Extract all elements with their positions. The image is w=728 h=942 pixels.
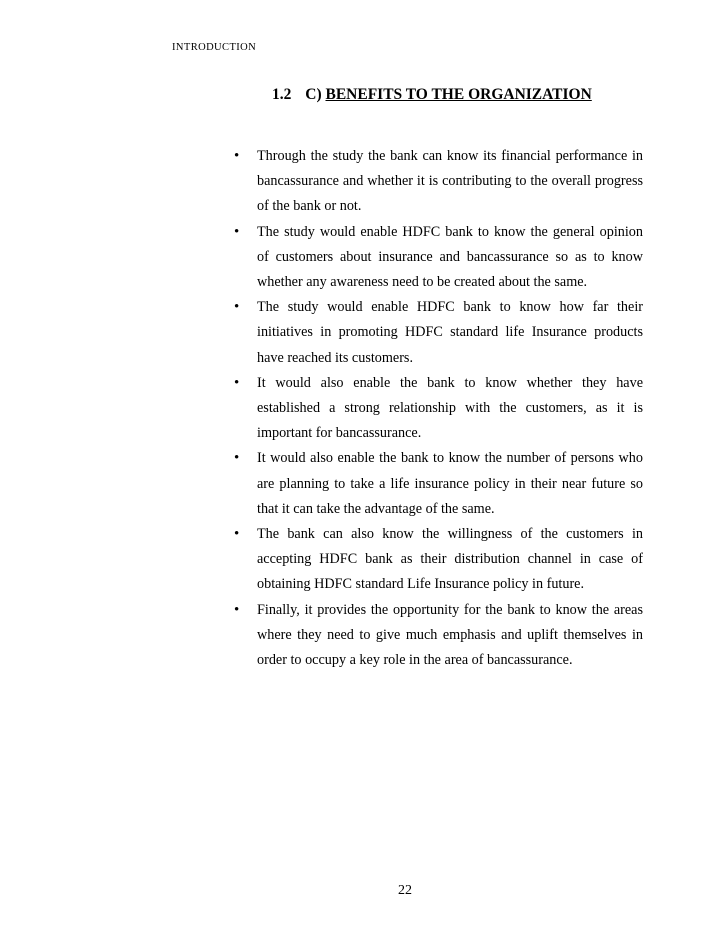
- benefits-list: [230, 144, 643, 673]
- list-item-text: Through the study the bank can know its financial performance in bancassurance and whether it is contributing to the overall progress of the bank or not.: [257, 148, 643, 215]
- bullet-icon: •: [234, 450, 240, 467]
- section-number: 1.2: [272, 86, 292, 103]
- bullet-icon: •: [234, 526, 240, 543]
- list-item: [230, 220, 643, 296]
- list-item: [230, 144, 643, 220]
- bullet-icon: •: [234, 148, 240, 164]
- section-title: BENEFITS TO THE ORGANIZATION: [325, 86, 592, 103]
- list-item: [230, 598, 643, 674]
- section-label: C): [305, 86, 322, 103]
- section-heading: [272, 86, 592, 104]
- bullet-icon: •: [234, 601, 240, 618]
- bullet-icon: •: [234, 223, 240, 240]
- list-item-text: It would also enable the bank to know the number of persons who are planning to take a life insurance policy in their near future so that it can take the advantage of the same.: [257, 450, 643, 517]
- page-number: 22: [398, 883, 412, 898]
- list-item-text: The study would enable HDFC bank to know how far their initiatives in promoting HDFC standard life Insurance products have reached its customers.: [257, 299, 643, 366]
- running-header: INTRODUCTION: [172, 42, 257, 53]
- list-item-text: The bank can also know the willingness of the customers in accepting HDFC bank as their distribution channel in case of obtaining HDFC standard Life Insurance policy in future.: [257, 526, 643, 593]
- bullet-icon: •: [234, 374, 240, 391]
- list-item: [230, 295, 643, 371]
- list-item: [230, 522, 643, 598]
- list-item: [230, 446, 643, 522]
- bullet-icon: •: [234, 299, 240, 316]
- list-item-text: Finally, it provides the opportunity for the bank to know the areas where they need to give much emphasis and uplift themselves in order to occupy a key role in the area of bancassurance.: [257, 601, 643, 669]
- list-item: [230, 371, 643, 447]
- list-item-text: It would also enable the bank to know whether they have established a strong relationship with the customers, as it is important for bancassurance.: [257, 374, 643, 442]
- list-item-text: The study would enable HDFC bank to know the general opinion of customers about insurance and bancassurance so as to know whether any awareness need to be created about the same.: [257, 223, 643, 291]
